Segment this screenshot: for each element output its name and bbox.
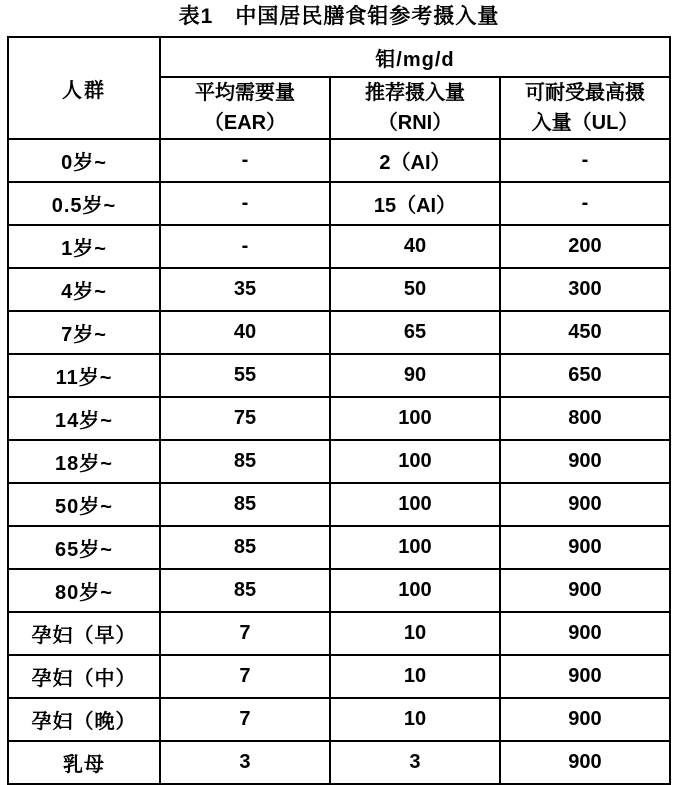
cell-ear: 3 bbox=[160, 741, 330, 784]
table-row bbox=[8, 268, 670, 311]
cell-ul: - bbox=[500, 139, 670, 182]
cell-ul: 650 bbox=[500, 354, 670, 397]
cell-ear: 40 bbox=[160, 311, 330, 354]
cell-ear: 75 bbox=[160, 397, 330, 440]
cell-rni: 10 bbox=[330, 612, 500, 655]
header-unit-group: 钼/mg/d bbox=[160, 37, 670, 77]
row-label: 65岁~ bbox=[8, 526, 160, 569]
row-label: 18岁~ bbox=[8, 440, 160, 483]
table-row bbox=[8, 139, 670, 182]
cell-ul: 900 bbox=[500, 655, 670, 698]
table-row bbox=[8, 182, 670, 225]
cell-ul: 900 bbox=[500, 440, 670, 483]
row-label: 孕妇（中） bbox=[8, 655, 160, 698]
cell-ear: 7 bbox=[160, 698, 330, 741]
table-row bbox=[8, 612, 670, 655]
cell-rni: 10 bbox=[330, 655, 500, 698]
table-caption: 表1 中国居民膳食钼参考摄入量 bbox=[178, 5, 500, 28]
cell-rni: 50 bbox=[330, 268, 500, 311]
cell-rni: 10 bbox=[330, 698, 500, 741]
row-label: 7岁~ bbox=[8, 311, 160, 354]
table-row bbox=[8, 440, 670, 483]
header-rni bbox=[330, 77, 500, 139]
nutrient-reference-table bbox=[7, 36, 671, 785]
cell-ul: 900 bbox=[500, 483, 670, 526]
cell-ul: 300 bbox=[500, 268, 670, 311]
cell-ul: 200 bbox=[500, 225, 670, 268]
cell-ul: 800 bbox=[500, 397, 670, 440]
row-label: 11岁~ bbox=[8, 354, 160, 397]
table-row bbox=[8, 397, 670, 440]
cell-ear: - bbox=[160, 182, 330, 225]
row-label: 14岁~ bbox=[8, 397, 160, 440]
row-label: 50岁~ bbox=[8, 483, 160, 526]
table-row bbox=[8, 311, 670, 354]
cell-ul: 900 bbox=[500, 612, 670, 655]
cell-ear: 85 bbox=[160, 526, 330, 569]
header-ear-line2: （EAR） bbox=[203, 112, 287, 134]
cell-ul: 900 bbox=[500, 741, 670, 784]
row-label: 0.5岁~ bbox=[8, 182, 160, 225]
cell-rni: 100 bbox=[330, 526, 500, 569]
header-ul bbox=[500, 77, 670, 139]
cell-rni: 100 bbox=[330, 397, 500, 440]
cell-rni: 100 bbox=[330, 440, 500, 483]
cell-ear: 85 bbox=[160, 440, 330, 483]
cell-rni: 2（AI） bbox=[330, 139, 500, 182]
cell-rni: 40 bbox=[330, 225, 500, 268]
cell-ear: 85 bbox=[160, 569, 330, 612]
table-row bbox=[8, 526, 670, 569]
cell-ear: 55 bbox=[160, 354, 330, 397]
header-ear-line1: 平均需要量 bbox=[194, 82, 295, 104]
table-header bbox=[8, 37, 670, 139]
header-rni-line1: 推荐摄入量 bbox=[364, 82, 465, 104]
table-row bbox=[8, 569, 670, 612]
cell-ear: - bbox=[160, 225, 330, 268]
table-row bbox=[8, 655, 670, 698]
cell-rni: 100 bbox=[330, 483, 500, 526]
cell-ear: 85 bbox=[160, 483, 330, 526]
cell-rni: 100 bbox=[330, 569, 500, 612]
header-ear bbox=[160, 77, 330, 139]
row-label: 孕妇（早） bbox=[8, 612, 160, 655]
table-row bbox=[8, 354, 670, 397]
row-label: 孕妇（晚） bbox=[8, 698, 160, 741]
table-body bbox=[8, 139, 670, 784]
cell-ul: 900 bbox=[500, 698, 670, 741]
cell-ul: 450 bbox=[500, 311, 670, 354]
cell-ear: 7 bbox=[160, 612, 330, 655]
table-row bbox=[8, 741, 670, 784]
table-header-row-group bbox=[8, 37, 670, 77]
row-label: 1岁~ bbox=[8, 225, 160, 268]
cell-ul: 900 bbox=[500, 569, 670, 612]
cell-ear: 35 bbox=[160, 268, 330, 311]
cell-ear: - bbox=[160, 139, 330, 182]
row-label: 0岁~ bbox=[8, 139, 160, 182]
cell-rni: 15（AI） bbox=[330, 182, 500, 225]
cell-rni: 65 bbox=[330, 311, 500, 354]
header-ul-line1: 可耐受最高摄 bbox=[524, 82, 645, 104]
header-ul-line2: 入量（UL） bbox=[531, 112, 639, 134]
table-row bbox=[8, 483, 670, 526]
header-rni-line2: （RNI） bbox=[377, 112, 453, 134]
cell-rni: 3 bbox=[330, 741, 500, 784]
row-label: 80岁~ bbox=[8, 569, 160, 612]
row-label: 乳母 bbox=[8, 741, 160, 784]
cell-ear: 7 bbox=[160, 655, 330, 698]
row-label: 4岁~ bbox=[8, 268, 160, 311]
cell-rni: 90 bbox=[330, 354, 500, 397]
header-population: 人群 bbox=[8, 37, 160, 139]
cell-ul: 900 bbox=[500, 526, 670, 569]
cell-ul: - bbox=[500, 182, 670, 225]
table-row bbox=[8, 698, 670, 741]
table-row bbox=[8, 225, 670, 268]
